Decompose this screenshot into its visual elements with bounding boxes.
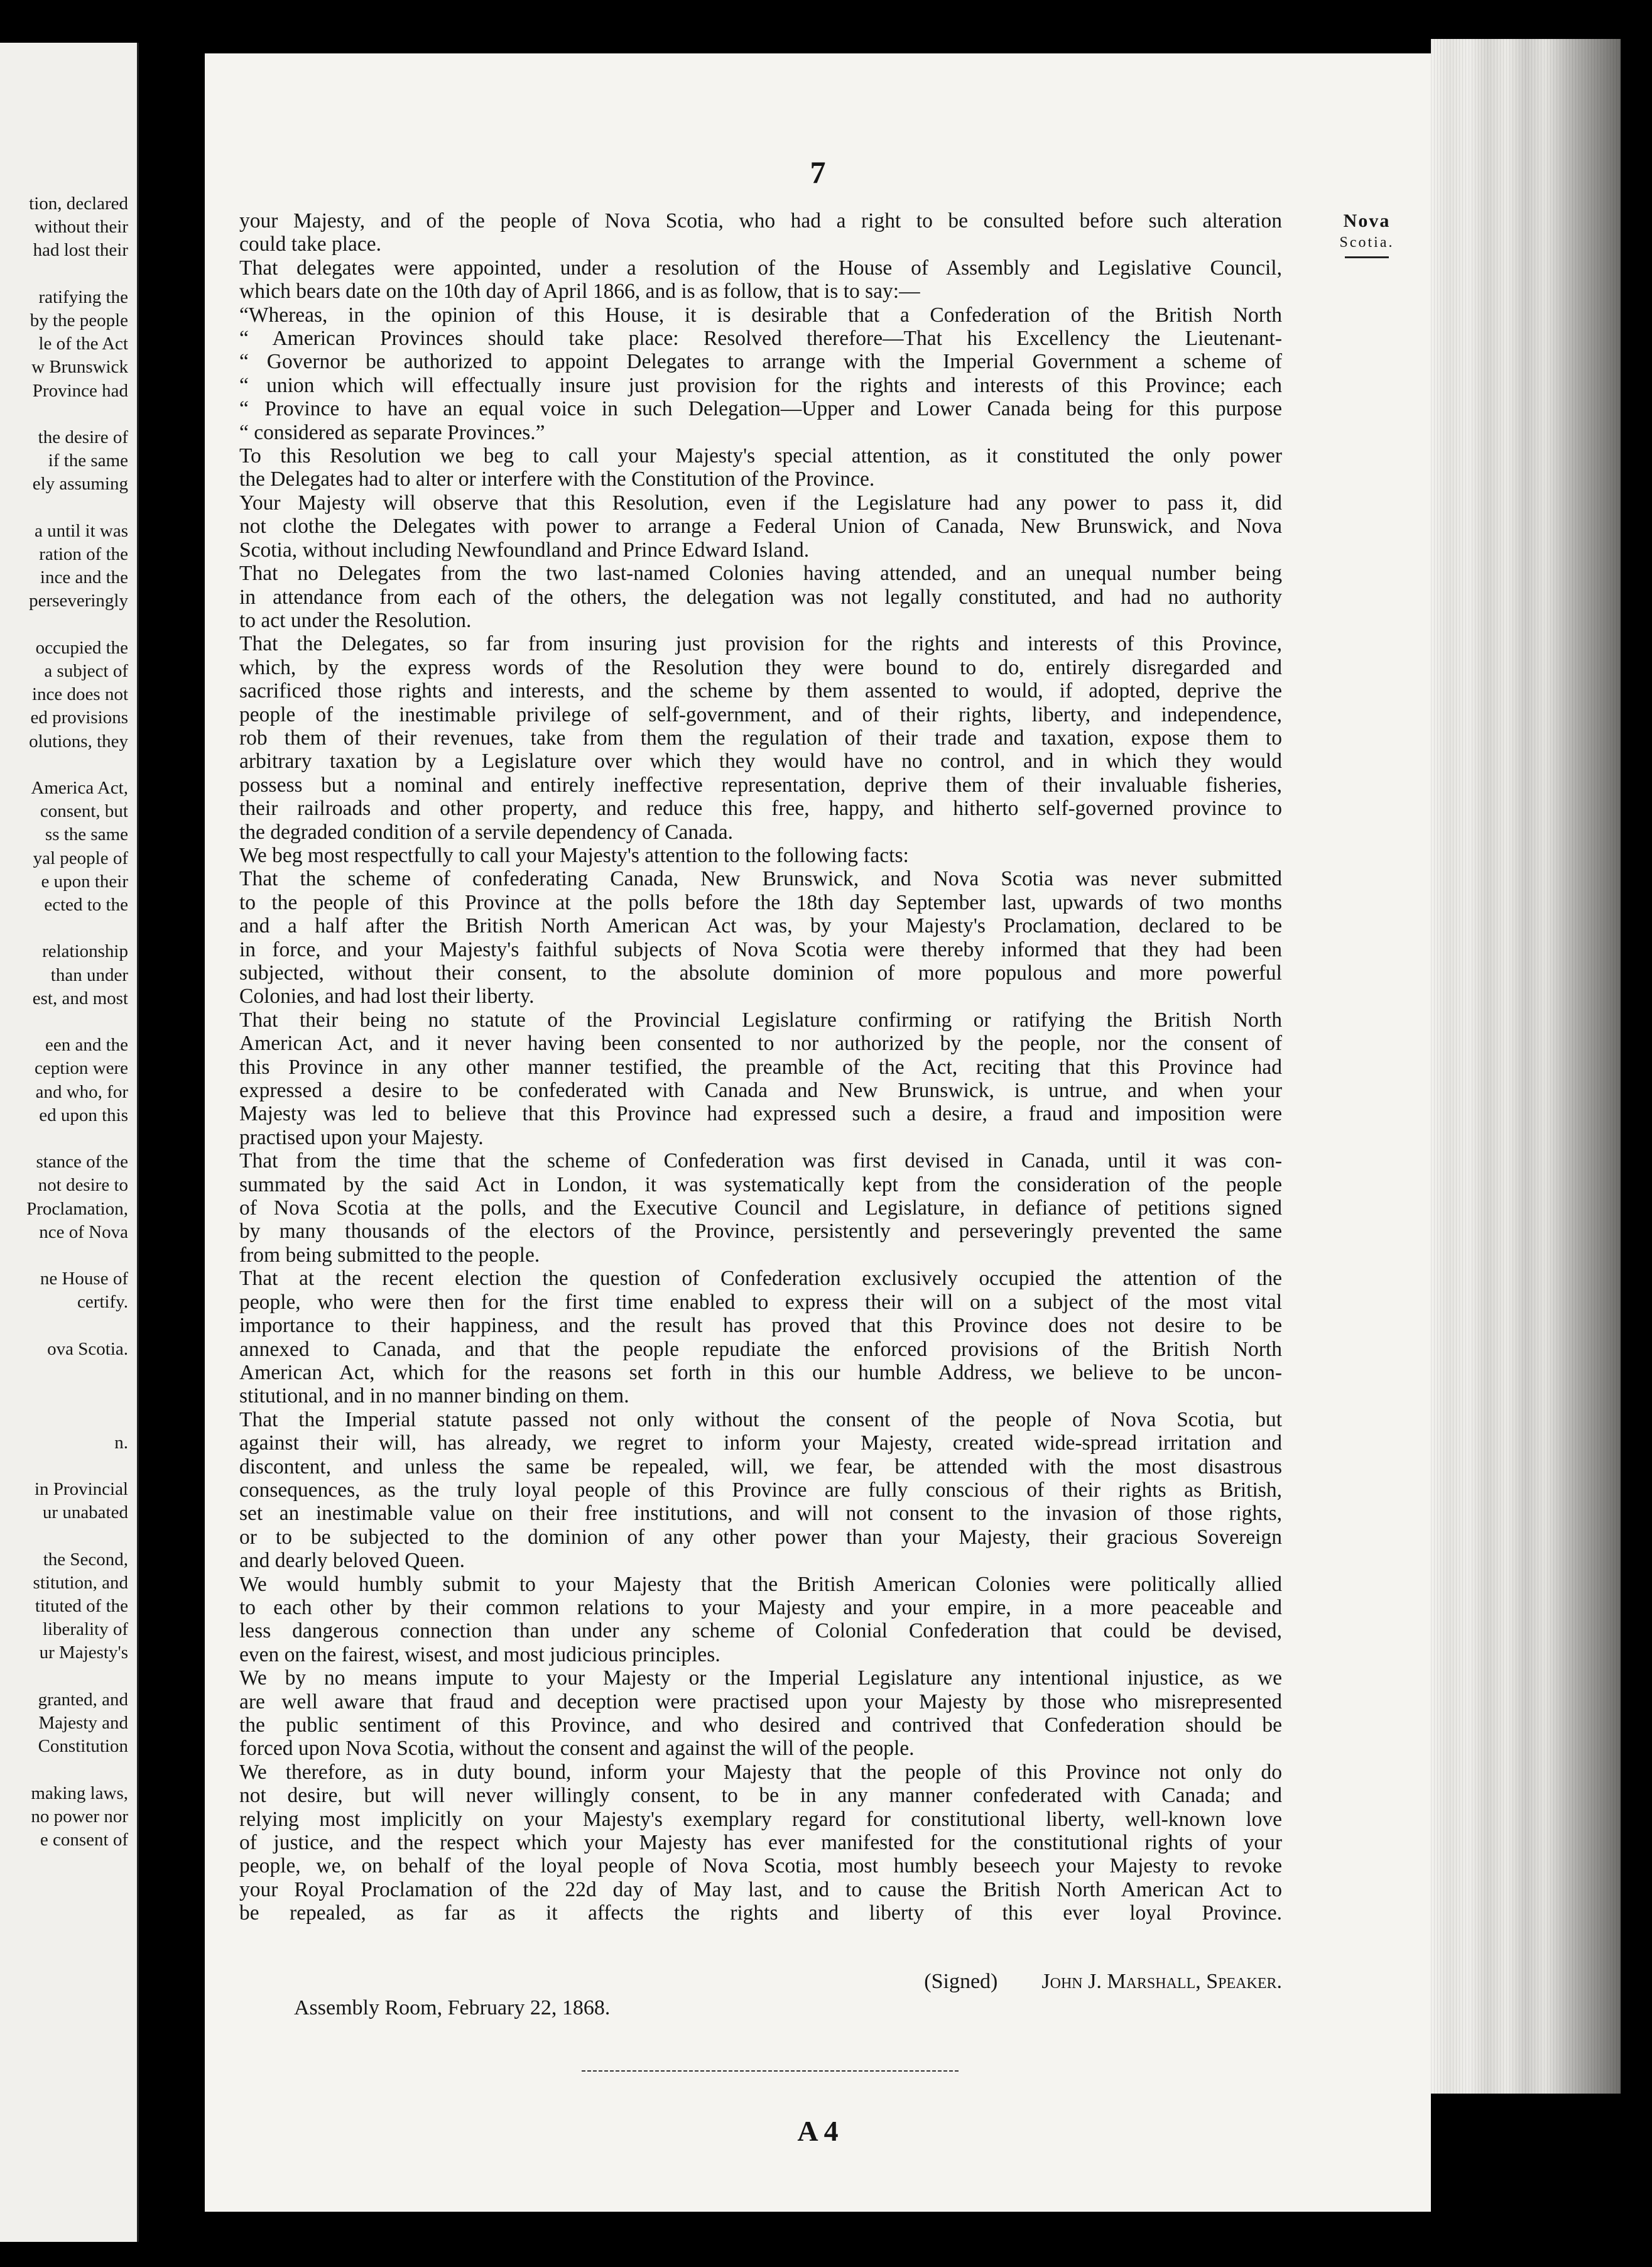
footer-rule <box>582 2070 959 2072</box>
facing-page-line: Majesty and <box>38 1713 128 1733</box>
facing-page-line: no power nor <box>31 1806 128 1827</box>
text-line: Your Majesty will observe that this Resolution, even if the Legislature had any power to pass it, did <box>239 491 1282 515</box>
text-line: the Delegates had to alter or interfere with the Constitution of the Province. <box>239 467 875 491</box>
text-line: Majesty was led to believe that this Province had expressed such a desire, a fraud and imposition were <box>239 1102 1282 1126</box>
text-line: American Act, and it never having been consented to nor authorized by the people, nor the consent of <box>239 1032 1282 1056</box>
text-line: “ Province to have an equal voice in such Delegation—Upper and Lower Canada being for this purpose <box>239 397 1282 421</box>
text-line: possess but a nominal and entirely ineffective representation, deprive them of their invaluable fisheries, <box>239 773 1282 797</box>
facing-page-line: if the same <box>48 451 128 471</box>
text-line: “ Governor be authorized to appoint Delegates to arrange with the Imperial Government a scheme of <box>239 350 1282 374</box>
text-line: expressed a desire to be confederated with Canada and New Brunswick, is untrue, and when your <box>239 1079 1282 1103</box>
facing-page-line: ur unabated <box>42 1502 128 1523</box>
facing-page-line: ration of the <box>39 544 128 564</box>
facing-page-line: ova Scotia. <box>47 1338 128 1359</box>
facing-page-line: occupied the <box>35 637 128 658</box>
facing-page-line: ed provisions <box>30 707 128 728</box>
text-line: people, who were then for the first time enabled to express their will on a subject of the most vital <box>239 1290 1282 1314</box>
text-line: in attendance from each of the others, the delegation was not legally constituted, and had no authority <box>239 585 1282 609</box>
text-line: set an inestimable value on their free institutions, and will not consent to the invasion of those rights, <box>239 1502 1282 1526</box>
text-line: relying most implicitly on your Majesty's exemplary regard for constitutional liberty, well-known love <box>239 1807 1282 1831</box>
text-line: people, we, on behalf of the loyal people of Nova Scotia, most humbly beseech your Majesty to revoke <box>239 1854 1282 1878</box>
facing-page-line: w Brunswick <box>31 357 128 378</box>
text-line: summated by the said Act in London, it was systematically kept from the consideration of the people <box>239 1172 1282 1196</box>
facing-page-line: perseveringly <box>29 591 128 611</box>
facing-page-line: not desire to <box>38 1175 128 1196</box>
facing-page-line: ince does not <box>31 684 128 705</box>
text-line: less dangerous connection than under any scheme of Colonial Confederation that could be devised, <box>239 1619 1282 1643</box>
text-line: or to be subjected to the dominion of any other power than your Majesty, their gracious Sovereign <box>239 1525 1282 1549</box>
text-line: That their being no statute of the Provincial Legislature confirming or ratifying the British North <box>239 1008 1282 1032</box>
text-line: rob them of their revenues, take from them the regulation of their trade and taxation, expose them to <box>239 726 1282 750</box>
facing-page-line: ely assuming <box>32 474 128 494</box>
facing-page-line: than under <box>50 964 128 985</box>
text-line: stitutional, and in no manner binding on them. <box>239 1384 629 1408</box>
facing-page-line: ss the same <box>45 824 128 845</box>
text-line: American Act, which for the reasons set forth in this our humble Address, we believe to be uncon- <box>239 1360 1282 1384</box>
book-page-edges <box>1431 39 1621 2094</box>
facing-page-line: America Act, <box>31 778 128 798</box>
facing-page-line: n. <box>114 1432 128 1453</box>
text-line: We by no means impute to your Majesty or the Imperial Legislature any intentional injustice, as we <box>239 1666 1282 1690</box>
text-line: which bears date on the 10th day of April 1866, and is as follow, that is to say:— <box>239 280 920 303</box>
text-line: consequences, as the truly loyal people of this Province are fully conscious of their rights as British, <box>239 1478 1282 1502</box>
signed-label: (Signed) <box>924 1970 998 1993</box>
facing-page-line: een and the <box>45 1035 128 1056</box>
facing-page-line: tion, declared <box>29 194 128 214</box>
facing-page-line: the Second, <box>43 1549 128 1570</box>
facing-page-line: a subject of <box>44 661 128 681</box>
text-line: That the scheme of confederating Canada, New Brunswick, and Nova Scotia was never submitted <box>239 867 1282 891</box>
facing-page-line: consent, but <box>40 801 128 822</box>
text-line: sacrificed those rights and interests, and the scheme by them assented to would, if adopted, deprive the <box>239 679 1282 703</box>
facing-page-line: olutions, they <box>29 731 128 751</box>
facing-page-line: a until it was <box>34 520 128 541</box>
text-line: the public sentiment of this Province, and who desired and contrived that Confederation should be <box>239 1713 1282 1737</box>
text-line: That no Delegates from the two last-named Colonies having attended, and an unequal number being <box>239 562 1282 586</box>
margin-note <box>1304 210 1430 258</box>
text-line: We beg most respectfully to call your Majesty's attention to the following facts: <box>239 843 909 867</box>
text-line: Colonies, and had lost their liberty. <box>239 985 535 1008</box>
margin-note-line2: Scotia. <box>1339 234 1394 251</box>
text-line: the degraded condition of a servile dependency of Canada. <box>239 820 734 844</box>
facing-page-line: in Provincial <box>34 1479 128 1499</box>
text-line: against their will, has already, we regret to inform your Majesty, created wide-spread irritation and <box>239 1431 1282 1455</box>
facing-page-line: stitution, and <box>33 1572 128 1593</box>
text-line: We would humbly submit to your Majesty that the British American Colonies were politically allied <box>239 1572 1282 1596</box>
text-line: your Majesty, and of the people of Nova Scotia, who had a right to be consulted before such alteration <box>239 209 1282 232</box>
margin-note-line1: Nova <box>1343 210 1391 231</box>
margin-note-rule <box>1345 256 1389 258</box>
text-line: forced upon Nova Scotia, without the consent and against the will of the people. <box>239 1737 915 1761</box>
signature-mark: A 4 <box>797 2115 839 2147</box>
text-line: of justice, and the respect which your Majesty has ever manifested for the constitutional rights of your <box>239 1831 1282 1855</box>
text-line: discontent, and unless the same be repealed, will, we fear, be attended with the most disastrous <box>239 1455 1282 1478</box>
text-line: from being submitted to the people. <box>239 1243 540 1267</box>
facing-page-fragment <box>0 43 139 2242</box>
facing-page-line: Constitution <box>38 1736 128 1757</box>
text-line: your Royal Proclamation of the 22d day of May last, and to cause the British North American Act to <box>239 1877 1282 1901</box>
text-line: “Whereas, in the opinion of this House, it is desirable that a Confederation of the British North <box>239 303 1282 327</box>
facing-page-line: by the people <box>30 310 128 330</box>
text-line: and a half after the British North American Act was, by your Majesty's Proclamation, declared to be <box>239 914 1282 938</box>
facing-page-line: ratifying the <box>38 287 128 307</box>
text-line: of Nova Scotia at the polls, and the Executive Council and Legislature, in defiance of petitions signed <box>239 1196 1282 1220</box>
facing-page-line: Province had <box>32 380 128 401</box>
facing-page-line: ected to the <box>44 895 128 915</box>
text-line: Scotia, without including Newfoundland and Prince Edward Island. <box>239 538 810 562</box>
facing-page-line: e consent of <box>40 1830 128 1850</box>
facing-page-line: stance of the <box>36 1152 128 1172</box>
facing-page-line: and who, for <box>35 1081 128 1102</box>
text-line: We therefore, as in duty bound, inform your Majesty that the people of this Province not only do <box>239 1760 1282 1784</box>
text-line: “ union which will effectually insure just provision for the rights and interests of this Province; each <box>239 373 1282 397</box>
facing-page-line: tituted of the <box>35 1596 128 1616</box>
signature-line <box>833 1970 1282 1994</box>
text-line: practised upon your Majesty. <box>239 1125 484 1149</box>
facing-page-line: nce of Nova <box>39 1221 128 1242</box>
text-line: annexed to Canada, and that the people repudiate the enforced provisions of the British North <box>239 1337 1282 1361</box>
facing-page-line: ne House of <box>40 1269 128 1289</box>
text-line: which, by the express words of the Resolution they were bound to do, entirely disregarded and <box>239 655 1282 679</box>
text-line: That the Delegates, so far from insuring just provision for the rights and interests of this Province, <box>239 632 1282 656</box>
facing-page-line: e upon their <box>41 871 128 892</box>
page-number: 7 <box>810 155 826 190</box>
text-line: not desire, but will never willingly consent, to be in any manner confederated with Canada; and <box>239 1784 1282 1808</box>
facing-page-line: the desire of <box>38 427 128 447</box>
text-line: this Province in any other manner testified, the preamble of the Act, reciting that this Province had <box>239 1055 1282 1079</box>
facing-page-line: ception were <box>35 1058 128 1079</box>
facing-page-line: ince and the <box>40 567 128 588</box>
text-line: and dearly beloved Queen. <box>239 1549 465 1573</box>
text-line: their railroads and other property, and reduce this free, happy, and hitherto self-governed province to <box>239 797 1282 821</box>
text-line: “ considered as separate Provinces.” <box>239 420 545 444</box>
facing-page-line: ur Majesty's <box>39 1642 128 1663</box>
text-line: That from the time that the scheme of Confederation was first devised in Canada, until it was con- <box>239 1149 1282 1173</box>
facing-page-line: certify. <box>77 1292 128 1313</box>
facing-page-line: ed upon this <box>39 1105 128 1125</box>
text-line: people of the inestimable privilege of self-government, and of their rights, liberty, and independence, <box>239 702 1282 726</box>
text-line: To this Resolution we beg to call your Majesty's special attention, as it constituted the only power <box>239 444 1282 468</box>
facing-page-line: yal people of <box>33 848 128 868</box>
text-line: be repealed, as far as it affects the rights and liberty of this ever loyal Province. <box>239 1901 1282 1925</box>
text-line: That at the recent election the question of Confederation exclusively occupied the attention of the <box>239 1267 1282 1291</box>
text-line: importance to their happiness, and the result has proved that this Province does not desire to be <box>239 1314 1282 1338</box>
text-line: in force, and your Majesty's faithful subjects of Nova Scotia were thereby informed that they had been <box>239 937 1282 961</box>
facing-page-line: without their <box>34 217 128 238</box>
text-line: to the people of this Province at the polls before the 18th day September last, upwards of two months <box>239 890 1282 914</box>
facing-page-line: had lost their <box>33 240 128 261</box>
address-body <box>239 209 1282 1925</box>
facing-page-line: est, and most <box>32 988 128 1008</box>
facing-page-line: liberality of <box>42 1619 128 1640</box>
text-line: are well aware that fraud and deception were practised upon your Majesty by those who misrepresented <box>239 1690 1282 1713</box>
text-line: even on the fairest, wisest, and most judicious principles. <box>239 1642 720 1666</box>
facing-page-line: Proclamation, <box>26 1198 128 1219</box>
text-line: arbitrary taxation by a Legislature over which they would have no control, and in which they would <box>239 750 1282 773</box>
text-line: by many thousands of the electors of the Province, persistently and perseveringly prevented the same <box>239 1220 1282 1243</box>
text-line: could take place. <box>239 232 382 256</box>
facing-page-line: making laws, <box>31 1783 128 1803</box>
text-line: That delegates were appointed, under a resolution of the House of Assembly and Legislative Council, <box>239 256 1282 280</box>
text-line: to each other by their common relations to your Majesty and your empire, in a more peaceable and <box>239 1595 1282 1619</box>
facing-page-line: granted, and <box>38 1689 128 1710</box>
text-line: That the Imperial statute passed not only without the consent of the people of Nova Scotia, but <box>239 1407 1282 1431</box>
document-page <box>205 53 1431 2212</box>
text-line: not clothe the Delegates with power to arrange a Federal Union of Canada, New Brunswick, and Nova <box>239 515 1282 538</box>
text-line: “ American Provinces should take place: Resolved therefore—That his Excellency the Lieutenant- <box>239 327 1282 351</box>
speaker-name: John J. Marshall, Speaker. <box>1041 1970 1282 1993</box>
dateline: Assembly Room, February 22, 1868. <box>294 1996 611 2019</box>
text-line: to act under the Resolution. <box>239 608 472 632</box>
facing-page-line: le of the Act <box>38 334 128 354</box>
text-line: subjected, without their consent, to the absolute dominion of more populous and more powerful <box>239 961 1282 985</box>
facing-page-line: relationship <box>42 941 128 962</box>
